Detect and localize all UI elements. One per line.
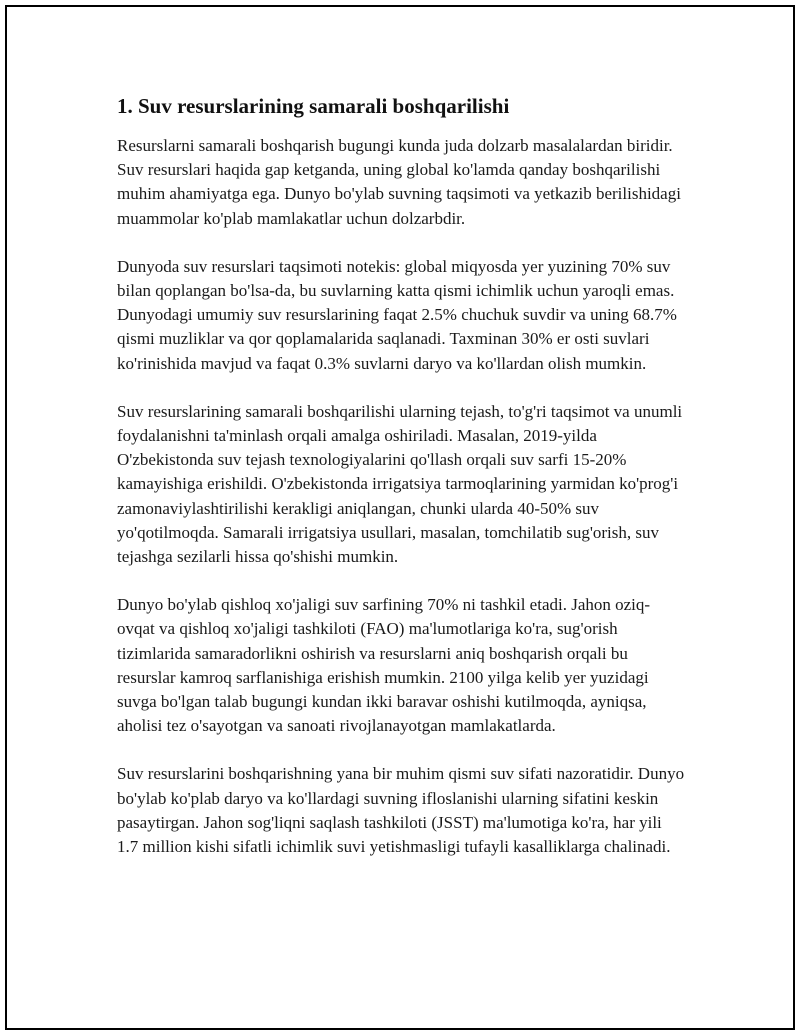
document-body (117, 92, 687, 883)
paragraph-efficiency: Suv resurslarining samarali boshqarilishi ularning tejash, to'g'ri taqsimot va unumli foydalanishni ta'minlash orqali amalga oshiriladi. Masalan, 2019-yilda O'zbekistonda suv tejash texnologiyalarini qo'llash orqali suv sarfi 15-20% kamayishiga erishildi. O'zbekistonda irrigatsiya tarmoqlarining yarmidan ko'prog'i zamonaviylashtirilishi kerakligi aniqlangan, chunki ularda 40-50% suv yo'qotilmoqda. Samarali irrigatsiya usullari, masalan, tomchilatib sug'orish, suv tejashga sezilarli hissa qo'shishi mumkin. (117, 401, 683, 567)
paragraph-agriculture: Dunyo bo'ylab qishloq xo'jaligi suv sarfining 70% ni tashkil etadi. Jahon oziq-ovqat va qishloq xo'jaligi tashkiloti (FAO) ma'lumotlariga ko'ra, sug'orish tizimlarida samaradorlikni oshirish va resurslarni aniq boshqarish orqali bu resurslar kamroq sarflanishiga erishish mumkin. 2100 yilga kelib yer yuzidagi suvga bo'lgan talab bugungi kundan ikki baravar oshishi kutilmoqda, ayniqsa, aholisi tez o'sayotgan va sanoati rivojlanayotgan mamlakatlarda. (117, 595, 651, 736)
section-heading: 1. Suv resurslarining samarali boshqarilishi (117, 94, 510, 118)
paragraph-water-quality: Suv resurslarini boshqarishning yana bir muhim qismi suv sifati nazoratidir. Dunyo bo'ylab ko'plab daryo va ko'llardagi suvning ifloslanishi ularning sifatini keskin pasaytirgan. Jahon sog'liqni saqlash tashkiloti (JSST) ma'lumotiga ko'ra, har yili 1.7 million kishi sifatli ichimlik suvi yetishmasligi tufayli kasalliklarga chalinadi. (117, 764, 685, 857)
paragraph-intro: Resurslarni samarali boshqarish bugungi kunda juda dolzarb masalalardan biridir. Suv resurslari haqida gap ketganda, uning global ko'lamda qanday boshqarilishi muhim ahamiyatga ega. Dunyo bo'ylab suvning taqsimoti va yetkazib berilishidagi muammolar ko'plab mamlakatlar uchun dolzarbdir. (117, 136, 681, 228)
paragraph-distribution: Dunyoda suv resurslari taqsimoti notekis: global miqyosda yer yuzining 70% suv bilan qoplangan bo'lsa-da, bu suvlarning katta qismi ichimlik uchun yaroqli emas. Dunyodagi umumiy suv resurslarining faqat 2.5% chuchuk suvdir va uning 68.7% qismi muzliklar va qor qoplamalarida saqlanadi. Taxminan 30% er osti suvlari ko'rinishida mavjud va faqat 0.3% suvlarni daryo va ko'llardan olish mumkin. (117, 256, 677, 373)
